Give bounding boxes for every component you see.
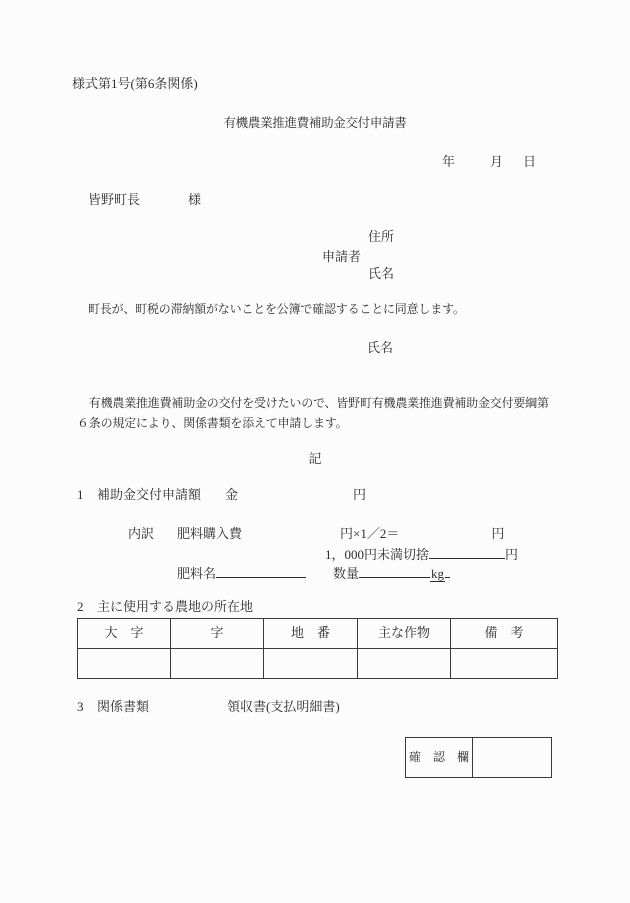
section2-number: 2 xyxy=(77,599,84,614)
formula-unit: 円 xyxy=(491,526,505,541)
section3-number: 3 xyxy=(77,699,84,714)
section1-heading xyxy=(77,488,366,503)
form-number: 様式第1号(第6条関係) xyxy=(72,76,198,91)
section1-label: 補助金交付申請額 xyxy=(97,487,202,502)
header-main-crop: 主な作物 xyxy=(358,619,451,649)
breakdown-row-cost xyxy=(128,527,504,542)
section3-heading xyxy=(77,700,340,715)
header-oaza: 大 字 xyxy=(78,619,171,649)
amount-unit: 円 xyxy=(353,487,367,502)
application-body-line-1: 有機農業推進費補助金の交付を受けたいので、皆野町有機農業推進費補助金交付要綱第 xyxy=(77,396,549,410)
breakdown-label: 内訳 xyxy=(128,526,155,541)
consent-name-label: 氏名 xyxy=(367,340,394,355)
section3-value: 領収書(支払明細書) xyxy=(227,699,340,714)
ki-marker: 記 xyxy=(308,451,322,466)
confirmation-empty-cell xyxy=(473,738,551,777)
section1-number: 1 xyxy=(77,487,84,502)
quantity-label: 数量 xyxy=(333,566,360,581)
breakdown-row-rounding xyxy=(325,546,518,563)
header-aza: 字 xyxy=(171,619,264,649)
quantity-blank xyxy=(359,565,430,578)
fertilizer-name-label: 肥料名 xyxy=(177,566,217,581)
fertilizer-name-blank xyxy=(216,565,306,578)
confirmation-box xyxy=(405,737,552,778)
cell-lot-number xyxy=(264,649,358,679)
land-location-table xyxy=(77,618,558,679)
addressee-line xyxy=(88,193,201,208)
header-lot-number: 地 番 xyxy=(264,619,358,649)
page-title: 有機農業推進費補助金交付申請書 xyxy=(223,116,407,130)
quantity-blank-tail xyxy=(445,565,450,578)
date-line xyxy=(442,155,536,170)
cell-aza xyxy=(171,649,264,679)
quantity-unit: kg xyxy=(431,566,445,581)
rounding-amount-blank xyxy=(429,546,505,559)
addressee-honorific: 様 xyxy=(188,192,202,207)
section2-heading xyxy=(77,600,253,615)
applicant-address-label: 住所 xyxy=(368,229,395,244)
section2-label: 主に使用する農地の所在地 xyxy=(97,599,254,614)
table-row xyxy=(78,649,558,679)
section3-label: 関係書類 xyxy=(97,699,150,714)
breakdown-row-fertilizer xyxy=(177,565,450,582)
date-year-label: 年 xyxy=(442,154,456,169)
cell-remarks xyxy=(451,649,558,679)
applicant-name-label: 氏名 xyxy=(368,266,395,281)
confirmation-label-cell: 確 認 欄 xyxy=(406,738,473,777)
consent-statement: 町長が、町税の滞納額がないことを公簿で確認することに同意します。 xyxy=(88,302,465,316)
cell-oaza xyxy=(78,649,171,679)
amount-prefix: 金 xyxy=(225,487,239,502)
cell-main-crop xyxy=(358,649,451,679)
header-remarks: 備 考 xyxy=(451,619,558,649)
applicant-label: 申請者 xyxy=(322,249,362,264)
rounding-label: 1，000円未満切捨 xyxy=(325,547,430,562)
fertilizer-cost-label: 肥料購入費 xyxy=(177,526,243,541)
formula-text: 円×1／2＝ xyxy=(340,526,400,541)
rounding-unit: 円 xyxy=(505,547,519,562)
table-header-row xyxy=(78,619,558,649)
addressee-name: 皆野町長 xyxy=(88,192,141,207)
date-month-label: 月 xyxy=(490,154,504,169)
date-day-label: 日 xyxy=(523,154,537,169)
application-body-line-2: ６条の規定により、関係書類を添えて申請します。 xyxy=(77,416,348,430)
